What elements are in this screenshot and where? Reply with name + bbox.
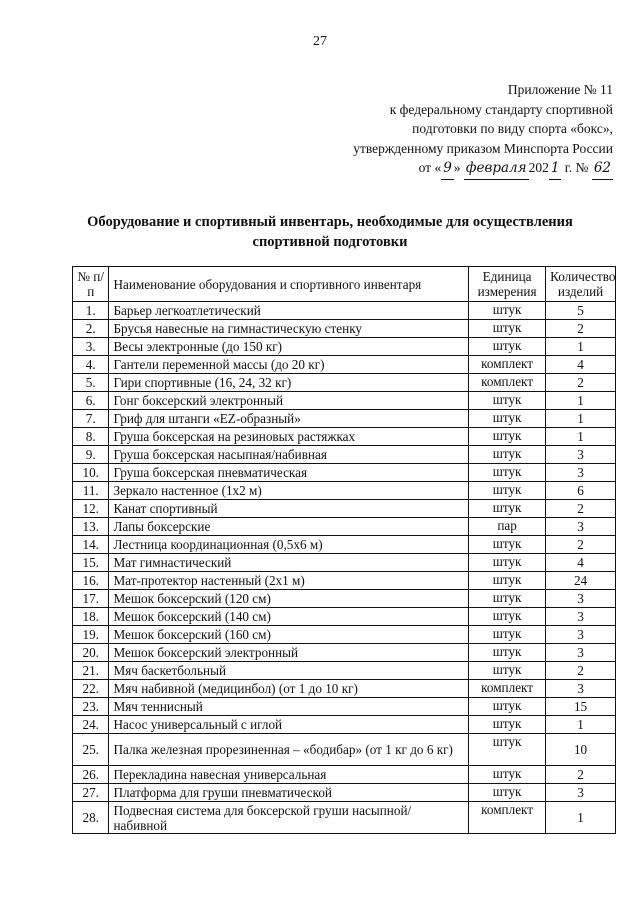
- table-row: [73, 766, 616, 784]
- table-row: [73, 802, 616, 834]
- table-row: [73, 626, 616, 644]
- order-number: 62: [592, 159, 613, 180]
- row-name: Весы электронные (до 150 кг): [109, 338, 469, 356]
- title-line-1: Оборудование и спортивный инвентарь, необходимые для осуществления: [87, 214, 573, 230]
- row-num: 21.: [73, 662, 109, 680]
- table-row: [73, 374, 616, 392]
- row-unit: штук: [469, 766, 546, 784]
- row-num: 2.: [73, 320, 109, 338]
- row-unit: штук: [469, 554, 546, 572]
- row-num: 3.: [73, 338, 109, 356]
- table-header-row: [73, 267, 616, 302]
- row-qty: 2: [546, 374, 616, 392]
- row-unit: комплект: [469, 802, 546, 834]
- row-qty: 3: [546, 518, 616, 536]
- row-num: 7.: [73, 410, 109, 428]
- row-name: Барьер легкоатлетический: [109, 302, 469, 320]
- row-num: 14.: [73, 536, 109, 554]
- row-num: 11.: [73, 482, 109, 500]
- table-row: [73, 446, 616, 464]
- appendix-date-line: [313, 158, 613, 180]
- row-name: Мяч баскетбольный: [109, 662, 469, 680]
- row-num: 24.: [73, 716, 109, 734]
- date-prefix: от «: [418, 160, 442, 175]
- row-name: Мат гимнастический: [109, 554, 469, 572]
- table-row: [73, 302, 616, 320]
- row-qty: 4: [546, 554, 616, 572]
- title-line-2: спортивной подготовки: [252, 234, 408, 250]
- row-qty: 1: [546, 428, 616, 446]
- row-unit: штук: [469, 734, 546, 766]
- table-row: [73, 464, 616, 482]
- row-name: Зеркало настенное (1х2 м): [109, 482, 469, 500]
- row-unit: штук: [469, 784, 546, 802]
- row-num: 8.: [73, 428, 109, 446]
- row-name: Мяч теннисный: [109, 698, 469, 716]
- table-row: [73, 356, 616, 374]
- row-num: 1.: [73, 302, 109, 320]
- row-unit: штук: [469, 608, 546, 626]
- row-num: 22.: [73, 680, 109, 698]
- table-row: [73, 518, 616, 536]
- row-qty: 3: [546, 446, 616, 464]
- date-year-digit: 1: [549, 159, 562, 180]
- row-name: Брусья навесные на гимнастическую стенку: [109, 320, 469, 338]
- row-qty: 24: [546, 572, 616, 590]
- table-row: [73, 644, 616, 662]
- row-name: Груша боксерская на резиновых растяжках: [109, 428, 469, 446]
- row-unit: штук: [469, 590, 546, 608]
- header-unit: Единица измерения: [469, 267, 546, 302]
- row-unit: штук: [469, 482, 546, 500]
- row-qty: 10: [546, 734, 616, 766]
- row-qty: 15: [546, 698, 616, 716]
- appendix-block: [313, 80, 613, 180]
- row-num: 16.: [73, 572, 109, 590]
- table-row: [73, 784, 616, 802]
- row-unit: штук: [469, 698, 546, 716]
- table-row: [73, 500, 616, 518]
- header-num: № п/п: [73, 267, 109, 302]
- row-name: Гири спортивные (16, 24, 32 кг): [109, 374, 469, 392]
- row-name: Гриф для штанги «EZ-образный»: [109, 410, 469, 428]
- row-num: 9.: [73, 446, 109, 464]
- page-number: 27: [313, 34, 327, 49]
- row-unit: штук: [469, 464, 546, 482]
- table-row: [73, 680, 616, 698]
- row-qty: 3: [546, 608, 616, 626]
- row-qty: 6: [546, 482, 616, 500]
- row-num: 23.: [73, 698, 109, 716]
- row-unit: штук: [469, 716, 546, 734]
- row-num: 12.: [73, 500, 109, 518]
- table-row: [73, 536, 616, 554]
- row-unit: пар: [469, 518, 546, 536]
- table-row: [73, 392, 616, 410]
- row-name: Подвесная система для боксерской груши насыпной/набивной: [109, 802, 469, 834]
- row-unit: штук: [469, 662, 546, 680]
- table-row: [73, 482, 616, 500]
- row-name: Груша боксерская пневматическая: [109, 464, 469, 482]
- table-row: [73, 608, 616, 626]
- row-unit: комплект: [469, 374, 546, 392]
- document-title: [40, 212, 620, 252]
- row-name: Насос универсальный с иглой: [109, 716, 469, 734]
- row-unit: штук: [469, 446, 546, 464]
- appendix-line-4: утвержденному приказом Минспорта России: [353, 140, 613, 156]
- row-unit: штук: [469, 536, 546, 554]
- row-unit: штук: [469, 626, 546, 644]
- table-row: [73, 698, 616, 716]
- row-num: 5.: [73, 374, 109, 392]
- row-name: Перекладина навесная универсальная: [109, 766, 469, 784]
- row-qty: 2: [546, 536, 616, 554]
- table-row: [73, 572, 616, 590]
- row-qty: 2: [546, 500, 616, 518]
- row-name: Гонг боксерский электронный: [109, 392, 469, 410]
- table-row: [73, 554, 616, 572]
- date-suffix: г. №: [564, 160, 589, 175]
- table-row: [73, 662, 616, 680]
- row-num: 17.: [73, 590, 109, 608]
- table-row: [73, 734, 616, 766]
- row-num: 25.: [73, 734, 109, 766]
- row-num: 20.: [73, 644, 109, 662]
- row-name: Лапы боксерские: [109, 518, 469, 536]
- row-name: Гантели переменной массы (до 20 кг): [109, 356, 469, 374]
- row-unit: комплект: [469, 680, 546, 698]
- row-qty: 3: [546, 784, 616, 802]
- row-qty: 1: [546, 716, 616, 734]
- date-year-prefix: 202: [528, 160, 549, 175]
- table-row: [73, 590, 616, 608]
- row-qty: 3: [546, 644, 616, 662]
- row-name: Мешок боксерский (120 см): [109, 590, 469, 608]
- row-qty: 1: [546, 802, 616, 834]
- row-qty: 1: [546, 338, 616, 356]
- row-name: Груша боксерская насыпная/набивная: [109, 446, 469, 464]
- row-unit: штук: [469, 410, 546, 428]
- table-row: [73, 338, 616, 356]
- row-num: 26.: [73, 766, 109, 784]
- row-num: 19.: [73, 626, 109, 644]
- row-name: Мяч набивной (медицинбол) (от 1 до 10 кг): [109, 680, 469, 698]
- row-num: 15.: [73, 554, 109, 572]
- row-num: 4.: [73, 356, 109, 374]
- row-qty: 3: [546, 590, 616, 608]
- row-num: 6.: [73, 392, 109, 410]
- date-sep: »: [453, 160, 461, 175]
- table-row: [73, 428, 616, 446]
- row-unit: штук: [469, 338, 546, 356]
- row-num: 10.: [73, 464, 109, 482]
- row-qty: 5: [546, 302, 616, 320]
- row-name: Мешок боксерский (140 см): [109, 608, 469, 626]
- row-qty: 3: [546, 464, 616, 482]
- row-unit: штук: [469, 428, 546, 446]
- row-qty: 4: [546, 356, 616, 374]
- row-qty: 3: [546, 626, 616, 644]
- row-name: Канат спортивный: [109, 500, 469, 518]
- row-qty: 1: [546, 410, 616, 428]
- row-num: 27.: [73, 784, 109, 802]
- row-qty: 2: [546, 766, 616, 784]
- row-qty: 3: [546, 680, 616, 698]
- row-unit: штук: [469, 320, 546, 338]
- header-qty: Количество изделий: [546, 267, 616, 302]
- table-row: [73, 410, 616, 428]
- row-num: 18.: [73, 608, 109, 626]
- table-row: [73, 320, 616, 338]
- row-unit: штук: [469, 644, 546, 662]
- row-num: 28.: [73, 802, 109, 834]
- appendix-line-1: Приложение № 11: [507, 82, 613, 97]
- row-unit: штук: [469, 572, 546, 590]
- row-name: Мат-протектор настенный (2х1 м): [109, 572, 469, 590]
- row-qty: 2: [546, 662, 616, 680]
- row-name: Платформа для груши пневматической: [109, 784, 469, 802]
- date-month: февраля: [464, 159, 529, 180]
- row-name: Палка железная прорезиненная – «бодибар» (от 1 кг до 6 кг): [109, 734, 469, 766]
- table-row: [73, 716, 616, 734]
- row-num: 13.: [73, 518, 109, 536]
- row-unit: штук: [469, 392, 546, 410]
- date-day: 9: [441, 159, 454, 180]
- row-name: Мешок боксерский электронный: [109, 644, 469, 662]
- appendix-line-2: к федеральному стандарту спортивной: [389, 101, 613, 117]
- appendix-line-3: подготовки по виду спорта «бокс»,: [412, 121, 613, 136]
- equipment-table: [72, 266, 616, 834]
- row-unit: штук: [469, 500, 546, 518]
- row-unit: комплект: [469, 356, 546, 374]
- row-name: Лестница координационная (0,5х6 м): [109, 536, 469, 554]
- row-name: Мешок боксерский (160 см): [109, 626, 469, 644]
- row-qty: 2: [546, 320, 616, 338]
- row-qty: 1: [546, 392, 616, 410]
- header-name: Наименование оборудования и спортивного инвентаря: [109, 267, 469, 302]
- row-unit: штук: [469, 302, 546, 320]
